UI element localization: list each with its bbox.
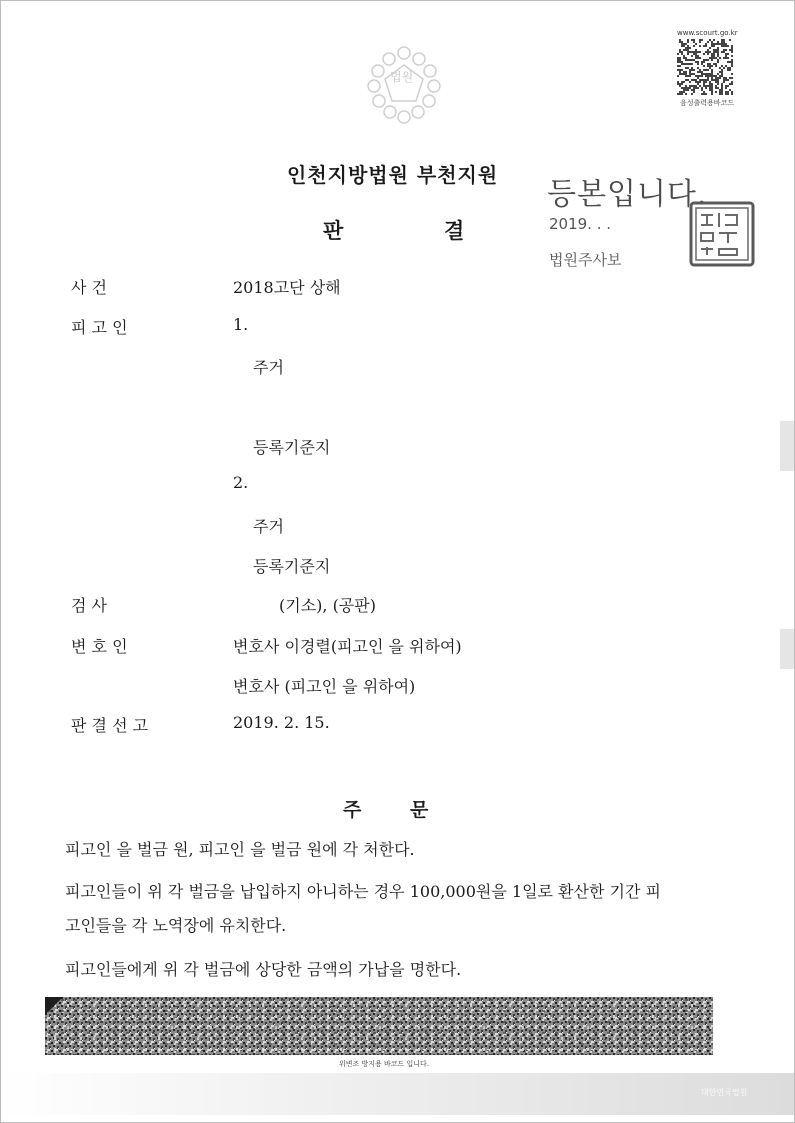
order-line: 고인들을 각 노역장에 유치한다. <box>65 916 287 935</box>
order-title-part1: 주 <box>343 799 362 821</box>
footer-band <box>1 1073 794 1115</box>
qr-caption: 음성출력용바코드 <box>680 99 735 107</box>
emblem-label: 법원 <box>390 70 414 84</box>
qr-code-icon <box>677 39 733 95</box>
field-label-sentencing: 판 결 선 고 <box>71 716 149 735</box>
scan-edge-mark <box>780 629 794 669</box>
order-title-part2: 문 <box>410 799 429 821</box>
field-value-case: 2018고단 상해 <box>233 278 341 297</box>
field-value-sentencing-date: 2019. 2. 15. <box>233 713 330 732</box>
field-label-case: 사 건 <box>71 278 107 297</box>
field-value-counsel-1: 변호사 이경렬(피고인 을 위하여) <box>233 637 462 656</box>
order-line: 피고인 을 벌금 원, 피고인 을 벌금 원에 각 처한다. <box>65 840 415 859</box>
copy-certification-date: 2019. . . <box>549 215 612 233</box>
field-value-counsel-2: 변호사 (피고인 을 위하여) <box>233 677 416 696</box>
official-seal-icon <box>689 201 755 267</box>
field-label-defendant: 피 고 인 <box>71 318 128 337</box>
order-line: 피고인들에게 위 각 벌금에 상당한 금액의 가납을 명한다. <box>65 960 462 979</box>
qr-url: www.scourt.go.kr <box>677 29 738 37</box>
field-value-defendant-2-address: 주거 <box>253 517 284 536</box>
order-line: 피고인들이 위 각 벌금을 납입하지 아니하는 경우 100,000원을 1일로 환산한 기간 피 <box>65 882 661 901</box>
court-name: 인천지방법원 부천지원 <box>287 163 499 187</box>
copy-certification-clerk: 법원주사보 <box>549 251 622 269</box>
field-value-defendant-1-registry: 등록기준지 <box>253 438 331 457</box>
field-value-defendant-1: 1. <box>233 315 249 334</box>
field-value-defendant-2: 2. <box>233 473 249 492</box>
footer-court-logo: 대한민국법원 <box>701 1088 748 1097</box>
field-label-counsel: 변 호 인 <box>71 637 128 656</box>
document-title-part2: 결 <box>444 219 465 243</box>
field-value-prosecutor: (기소), (공판) <box>279 596 376 615</box>
field-value-defendant-2-registry: 등록기준지 <box>253 557 331 576</box>
anti-forgery-barcode-icon <box>45 997 713 1055</box>
copy-certification-text: 등본입니다. <box>547 177 708 212</box>
field-value-defendant-1-address: 주거 <box>253 358 284 377</box>
scan-edge-mark <box>780 421 794 471</box>
barcode-caption: 위변조 방지용 바코드 입니다. <box>339 1060 430 1068</box>
document-title-part1: 판 <box>323 219 344 243</box>
field-label-prosecutor: 검 사 <box>71 596 107 615</box>
